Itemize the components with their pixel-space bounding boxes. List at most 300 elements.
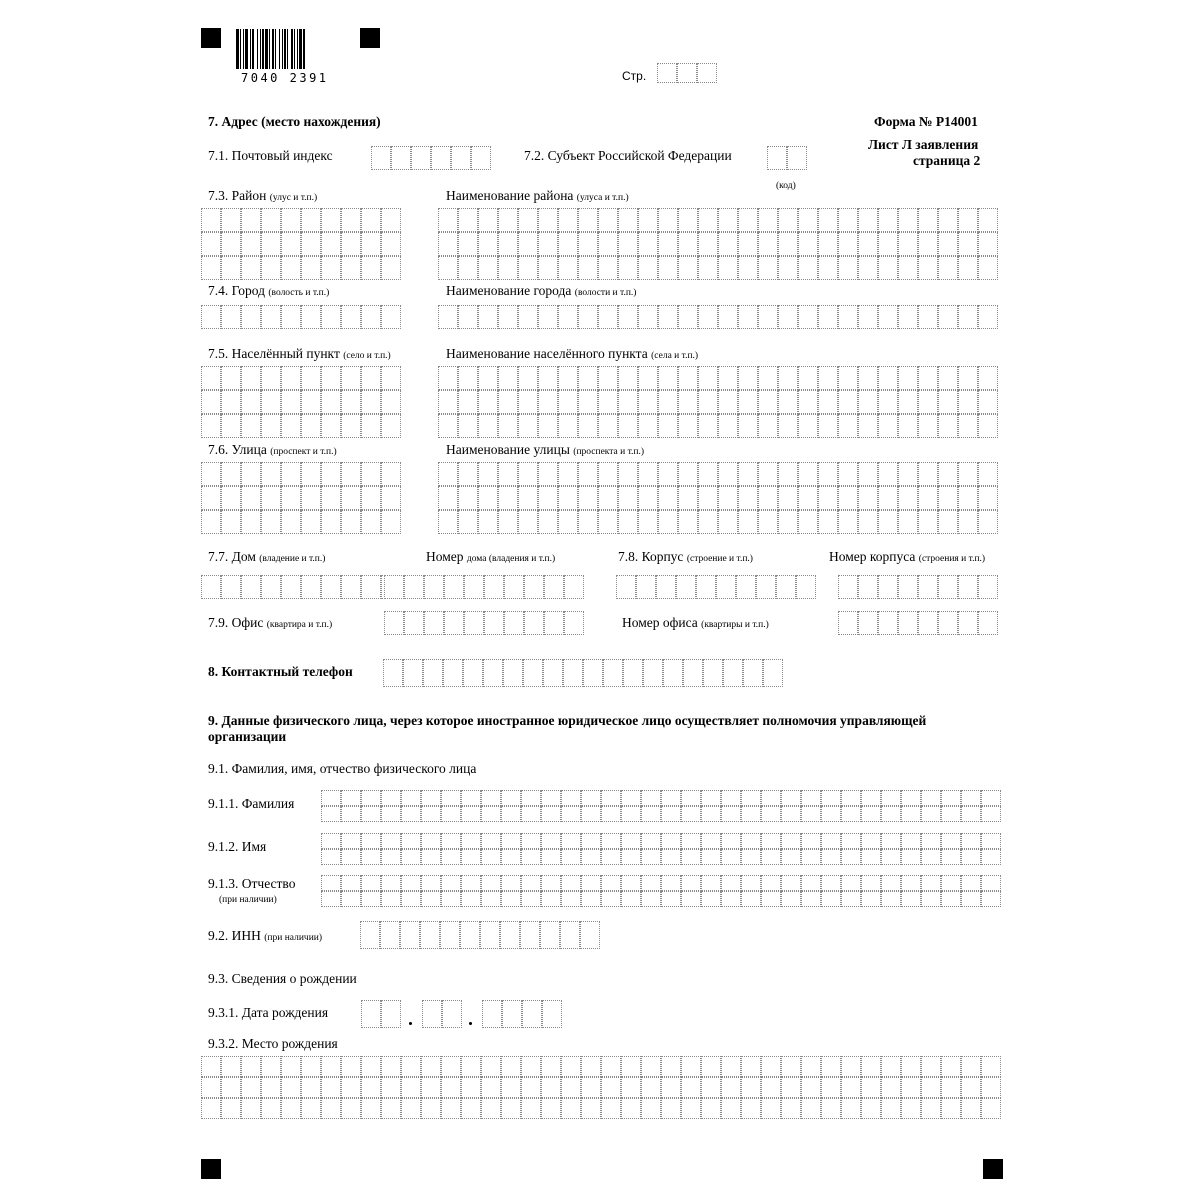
input-cell[interactable] [441, 875, 461, 891]
input-cell[interactable] [938, 414, 958, 438]
input-cell[interactable] [404, 611, 424, 635]
input-cell[interactable] [403, 659, 423, 687]
input-cell[interactable] [522, 1000, 542, 1028]
input-cell[interactable] [978, 390, 998, 414]
input-cell[interactable] [478, 366, 498, 390]
input-cell[interactable] [961, 1077, 981, 1098]
input-cell[interactable] [758, 486, 778, 510]
input-cell[interactable] [498, 486, 518, 510]
input-cell[interactable] [541, 1056, 561, 1077]
input-cell[interactable] [818, 486, 838, 510]
input-cell[interactable] [878, 208, 898, 232]
input-cell[interactable] [518, 305, 538, 329]
input-cell[interactable] [381, 891, 401, 907]
input-cell[interactable] [301, 575, 321, 599]
input-cell[interactable] [758, 414, 778, 438]
input-cell[interactable] [321, 875, 341, 891]
input-cell[interactable] [261, 414, 281, 438]
input-cell[interactable] [978, 208, 998, 232]
input-cell[interactable] [941, 875, 961, 891]
input-cell[interactable] [658, 256, 678, 280]
input-cell[interactable] [558, 390, 578, 414]
input-cell[interactable] [518, 462, 538, 486]
input-cell[interactable] [544, 611, 564, 635]
input-cell[interactable] [221, 366, 241, 390]
input-cell[interactable] [763, 659, 783, 687]
input-cell[interactable] [501, 833, 521, 849]
input-cell[interactable] [521, 891, 541, 907]
city-type-cells[interactable] [201, 305, 401, 329]
input-cell[interactable] [861, 833, 881, 849]
input-cell[interactable] [484, 575, 504, 599]
input-cell[interactable] [341, 575, 361, 599]
input-cell[interactable] [918, 486, 938, 510]
input-cell[interactable] [978, 232, 998, 256]
input-cell[interactable] [558, 366, 578, 390]
input-cell[interactable] [301, 256, 321, 280]
input-cell[interactable] [261, 208, 281, 232]
input-cell[interactable] [361, 875, 381, 891]
input-cell[interactable] [518, 486, 538, 510]
input-cell[interactable] [738, 366, 758, 390]
input-cell[interactable] [498, 232, 518, 256]
input-cell[interactable] [778, 232, 798, 256]
input-cell[interactable] [360, 921, 380, 949]
input-cell[interactable] [201, 390, 221, 414]
input-cell[interactable] [481, 833, 501, 849]
input-cell[interactable] [578, 366, 598, 390]
input-cell[interactable] [776, 575, 796, 599]
input-cell[interactable] [441, 1077, 461, 1098]
input-cell[interactable] [498, 208, 518, 232]
input-cell[interactable] [618, 486, 638, 510]
input-cell[interactable] [221, 486, 241, 510]
input-cell[interactable] [801, 891, 821, 907]
input-cell[interactable] [918, 256, 938, 280]
input-cell[interactable] [661, 849, 681, 865]
input-cell[interactable] [858, 390, 878, 414]
input-cell[interactable] [321, 232, 341, 256]
input-cell[interactable] [761, 891, 781, 907]
input-cell[interactable] [698, 305, 718, 329]
input-cell[interactable] [921, 1077, 941, 1098]
input-cell[interactable] [201, 305, 221, 329]
input-cell[interactable] [858, 486, 878, 510]
input-cell[interactable] [421, 875, 441, 891]
input-cell[interactable] [761, 833, 781, 849]
input-cell[interactable] [241, 462, 261, 486]
input-cell[interactable] [461, 891, 481, 907]
input-cell[interactable] [758, 390, 778, 414]
input-cell[interactable] [941, 1077, 961, 1098]
input-cell[interactable] [881, 1077, 901, 1098]
input-cell[interactable] [502, 1000, 522, 1028]
input-cell[interactable] [641, 1098, 661, 1119]
input-cell[interactable] [761, 1077, 781, 1098]
input-cell[interactable] [301, 462, 321, 486]
input-cell[interactable] [661, 891, 681, 907]
input-cell[interactable] [738, 486, 758, 510]
input-cell[interactable] [500, 921, 520, 949]
input-cell[interactable] [478, 390, 498, 414]
input-cell[interactable] [918, 414, 938, 438]
input-cell[interactable] [678, 486, 698, 510]
input-cell[interactable] [441, 790, 461, 806]
input-cell[interactable] [981, 1077, 1001, 1098]
input-cell[interactable] [321, 462, 341, 486]
input-cell[interactable] [261, 486, 281, 510]
input-cell[interactable] [618, 462, 638, 486]
input-cell[interactable] [401, 891, 421, 907]
input-cell[interactable] [761, 1098, 781, 1119]
input-cell[interactable] [281, 414, 301, 438]
input-cell[interactable] [738, 414, 758, 438]
input-cell[interactable] [421, 790, 441, 806]
input-cell[interactable] [504, 575, 524, 599]
input-cell[interactable] [321, 208, 341, 232]
name-cells[interactable] [321, 833, 1001, 865]
input-cell[interactable] [878, 305, 898, 329]
input-cell[interactable] [681, 1056, 701, 1077]
input-cell[interactable] [778, 366, 798, 390]
input-cell[interactable] [281, 305, 301, 329]
input-cell[interactable] [480, 921, 500, 949]
input-cell[interactable] [321, 256, 341, 280]
input-cell[interactable] [838, 256, 858, 280]
input-cell[interactable] [941, 806, 961, 822]
input-cell[interactable] [621, 891, 641, 907]
input-cell[interactable] [898, 366, 918, 390]
input-cell[interactable] [578, 390, 598, 414]
input-cell[interactable] [221, 414, 241, 438]
input-cell[interactable] [538, 208, 558, 232]
input-cell[interactable] [821, 833, 841, 849]
input-cell[interactable] [458, 256, 478, 280]
input-cell[interactable] [681, 1098, 701, 1119]
input-cell[interactable] [341, 256, 361, 280]
input-cell[interactable] [541, 875, 561, 891]
building-number-cells[interactable] [838, 575, 998, 599]
input-cell[interactable] [758, 510, 778, 534]
input-cell[interactable] [381, 232, 401, 256]
input-cell[interactable] [341, 806, 361, 822]
input-cell[interactable] [241, 575, 261, 599]
input-cell[interactable] [818, 390, 838, 414]
input-cell[interactable] [598, 256, 618, 280]
input-cell[interactable] [361, 414, 381, 438]
input-cell[interactable] [401, 806, 421, 822]
input-cell[interactable] [458, 390, 478, 414]
input-cell[interactable] [461, 875, 481, 891]
input-cell[interactable] [538, 462, 558, 486]
input-cell[interactable] [958, 575, 978, 599]
input-cell[interactable] [438, 390, 458, 414]
input-cell[interactable] [721, 875, 741, 891]
input-cell[interactable] [978, 256, 998, 280]
birth-day-cells[interactable] [361, 1000, 401, 1028]
input-cell[interactable] [641, 891, 661, 907]
input-cell[interactable] [401, 790, 421, 806]
input-cell[interactable] [221, 256, 241, 280]
input-cell[interactable] [618, 256, 638, 280]
input-cell[interactable] [841, 1056, 861, 1077]
input-cell[interactable] [801, 833, 821, 849]
input-cell[interactable] [918, 366, 938, 390]
input-cell[interactable] [563, 659, 583, 687]
input-cell[interactable] [421, 806, 441, 822]
input-cell[interactable] [241, 1098, 261, 1119]
input-cell[interactable] [978, 414, 998, 438]
input-cell[interactable] [578, 232, 598, 256]
input-cell[interactable] [798, 390, 818, 414]
input-cell[interactable] [558, 486, 578, 510]
input-cell[interactable] [438, 256, 458, 280]
input-cell[interactable] [641, 806, 661, 822]
input-cell[interactable] [201, 575, 221, 599]
input-cell[interactable] [201, 1077, 221, 1098]
input-cell[interactable] [481, 891, 501, 907]
input-cell[interactable] [341, 232, 361, 256]
input-cell[interactable] [918, 575, 938, 599]
input-cell[interactable] [371, 146, 391, 170]
input-cell[interactable] [524, 611, 544, 635]
input-cell[interactable] [918, 232, 938, 256]
input-cell[interactable] [858, 414, 878, 438]
input-cell[interactable] [656, 575, 676, 599]
input-cell[interactable] [761, 790, 781, 806]
input-cell[interactable] [618, 414, 638, 438]
input-cell[interactable] [698, 486, 718, 510]
input-cell[interactable] [721, 891, 741, 907]
input-cell[interactable] [881, 790, 901, 806]
input-cell[interactable] [538, 414, 558, 438]
input-cell[interactable] [481, 849, 501, 865]
input-cell[interactable] [638, 232, 658, 256]
input-cell[interactable] [938, 390, 958, 414]
input-cell[interactable] [701, 891, 721, 907]
input-cell[interactable] [838, 575, 858, 599]
input-cell[interactable] [881, 1098, 901, 1119]
input-cell[interactable] [541, 891, 561, 907]
input-cell[interactable] [978, 486, 998, 510]
input-cell[interactable] [838, 366, 858, 390]
input-cell[interactable] [781, 806, 801, 822]
input-cell[interactable] [478, 510, 498, 534]
input-cell[interactable] [483, 659, 503, 687]
input-cell[interactable] [878, 366, 898, 390]
input-cell[interactable] [201, 414, 221, 438]
input-cell[interactable] [361, 1077, 381, 1098]
input-cell[interactable] [661, 875, 681, 891]
input-cell[interactable] [638, 208, 658, 232]
input-cell[interactable] [878, 390, 898, 414]
input-cell[interactable] [878, 575, 898, 599]
input-cell[interactable] [241, 510, 261, 534]
input-cell[interactable] [561, 849, 581, 865]
input-cell[interactable] [221, 575, 241, 599]
input-cell[interactable] [698, 414, 718, 438]
input-cell[interactable] [638, 510, 658, 534]
page-number-cells[interactable] [657, 63, 717, 83]
input-cell[interactable] [581, 849, 601, 865]
input-cell[interactable] [381, 462, 401, 486]
input-cell[interactable] [958, 510, 978, 534]
input-cell[interactable] [621, 790, 641, 806]
input-cell[interactable] [798, 486, 818, 510]
input-cell[interactable] [643, 659, 663, 687]
input-cell[interactable] [981, 1056, 1001, 1077]
input-cell[interactable] [361, 462, 381, 486]
input-cell[interactable] [598, 208, 618, 232]
input-cell[interactable] [341, 875, 361, 891]
input-cell[interactable] [701, 875, 721, 891]
input-cell[interactable] [918, 390, 938, 414]
street-type-cells[interactable] [201, 462, 401, 534]
input-cell[interactable] [821, 849, 841, 865]
input-cell[interactable] [921, 806, 941, 822]
input-cell[interactable] [301, 208, 321, 232]
input-cell[interactable] [741, 849, 761, 865]
input-cell[interactable] [641, 1056, 661, 1077]
input-cell[interactable] [681, 806, 701, 822]
input-cell[interactable] [438, 305, 458, 329]
input-cell[interactable] [381, 414, 401, 438]
input-cell[interactable] [422, 1000, 442, 1028]
input-cell[interactable] [558, 256, 578, 280]
input-cell[interactable] [301, 1098, 321, 1119]
input-cell[interactable] [501, 1056, 521, 1077]
input-cell[interactable] [921, 790, 941, 806]
input-cell[interactable] [541, 806, 561, 822]
input-cell[interactable] [898, 611, 918, 635]
input-cell[interactable] [221, 1077, 241, 1098]
input-cell[interactable] [361, 366, 381, 390]
input-cell[interactable] [958, 256, 978, 280]
input-cell[interactable] [938, 486, 958, 510]
input-cell[interactable] [798, 462, 818, 486]
input-cell[interactable] [341, 510, 361, 534]
input-cell[interactable] [518, 390, 538, 414]
input-cell[interactable] [718, 486, 738, 510]
input-cell[interactable] [438, 232, 458, 256]
input-cell[interactable] [741, 833, 761, 849]
input-cell[interactable] [761, 849, 781, 865]
input-cell[interactable] [901, 806, 921, 822]
input-cell[interactable] [741, 806, 761, 822]
input-cell[interactable] [598, 390, 618, 414]
input-cell[interactable] [201, 462, 221, 486]
input-cell[interactable] [321, 305, 341, 329]
input-cell[interactable] [701, 1098, 721, 1119]
input-cell[interactable] [560, 921, 580, 949]
input-cell[interactable] [901, 833, 921, 849]
city-name-cells[interactable] [438, 305, 998, 329]
input-cell[interactable] [781, 875, 801, 891]
input-cell[interactable] [758, 256, 778, 280]
input-cell[interactable] [301, 510, 321, 534]
input-cell[interactable] [201, 486, 221, 510]
input-cell[interactable] [518, 208, 538, 232]
input-cell[interactable] [658, 305, 678, 329]
input-cell[interactable] [498, 366, 518, 390]
input-cell[interactable] [261, 366, 281, 390]
input-cell[interactable] [482, 1000, 502, 1028]
input-cell[interactable] [781, 790, 801, 806]
input-cell[interactable] [621, 806, 641, 822]
input-cell[interactable] [561, 806, 581, 822]
input-cell[interactable] [901, 1077, 921, 1098]
input-cell[interactable] [464, 611, 484, 635]
input-cell[interactable] [787, 146, 807, 170]
input-cell[interactable] [701, 790, 721, 806]
input-cell[interactable] [938, 366, 958, 390]
input-cell[interactable] [501, 849, 521, 865]
input-cell[interactable] [678, 462, 698, 486]
input-cell[interactable] [498, 256, 518, 280]
input-cell[interactable] [424, 575, 444, 599]
birth-place-cells[interactable] [201, 1056, 1001, 1119]
input-cell[interactable] [801, 806, 821, 822]
input-cell[interactable] [241, 414, 261, 438]
input-cell[interactable] [961, 891, 981, 907]
input-cell[interactable] [471, 146, 491, 170]
input-cell[interactable] [838, 414, 858, 438]
house-number-cells[interactable] [384, 575, 584, 599]
input-cell[interactable] [657, 63, 677, 83]
input-cell[interactable] [601, 833, 621, 849]
input-cell[interactable] [538, 256, 558, 280]
input-cell[interactable] [601, 849, 621, 865]
input-cell[interactable] [756, 575, 776, 599]
input-cell[interactable] [521, 849, 541, 865]
district-type-cells[interactable] [201, 208, 401, 280]
input-cell[interactable] [661, 833, 681, 849]
input-cell[interactable] [481, 1098, 501, 1119]
input-cell[interactable] [381, 1056, 401, 1077]
input-cell[interactable] [621, 875, 641, 891]
input-cell[interactable] [918, 510, 938, 534]
input-cell[interactable] [978, 366, 998, 390]
input-cell[interactable] [401, 875, 421, 891]
input-cell[interactable] [961, 1098, 981, 1119]
input-cell[interactable] [541, 790, 561, 806]
input-cell[interactable] [241, 366, 261, 390]
input-cell[interactable] [618, 232, 638, 256]
input-cell[interactable] [821, 1077, 841, 1098]
input-cell[interactable] [781, 1056, 801, 1077]
input-cell[interactable] [698, 390, 718, 414]
input-cell[interactable] [778, 390, 798, 414]
input-cell[interactable] [723, 659, 743, 687]
input-cell[interactable] [361, 1056, 381, 1077]
input-cell[interactable] [938, 575, 958, 599]
input-cell[interactable] [661, 1056, 681, 1077]
input-cell[interactable] [898, 575, 918, 599]
input-cell[interactable] [341, 390, 361, 414]
input-cell[interactable] [696, 575, 716, 599]
input-cell[interactable] [698, 256, 718, 280]
input-cell[interactable] [498, 510, 518, 534]
input-cell[interactable] [703, 659, 723, 687]
input-cell[interactable] [384, 611, 404, 635]
input-cell[interactable] [261, 232, 281, 256]
input-cell[interactable] [281, 1077, 301, 1098]
input-cell[interactable] [518, 414, 538, 438]
input-cell[interactable] [743, 659, 763, 687]
input-cell[interactable] [641, 790, 661, 806]
input-cell[interactable] [941, 833, 961, 849]
input-cell[interactable] [721, 849, 741, 865]
